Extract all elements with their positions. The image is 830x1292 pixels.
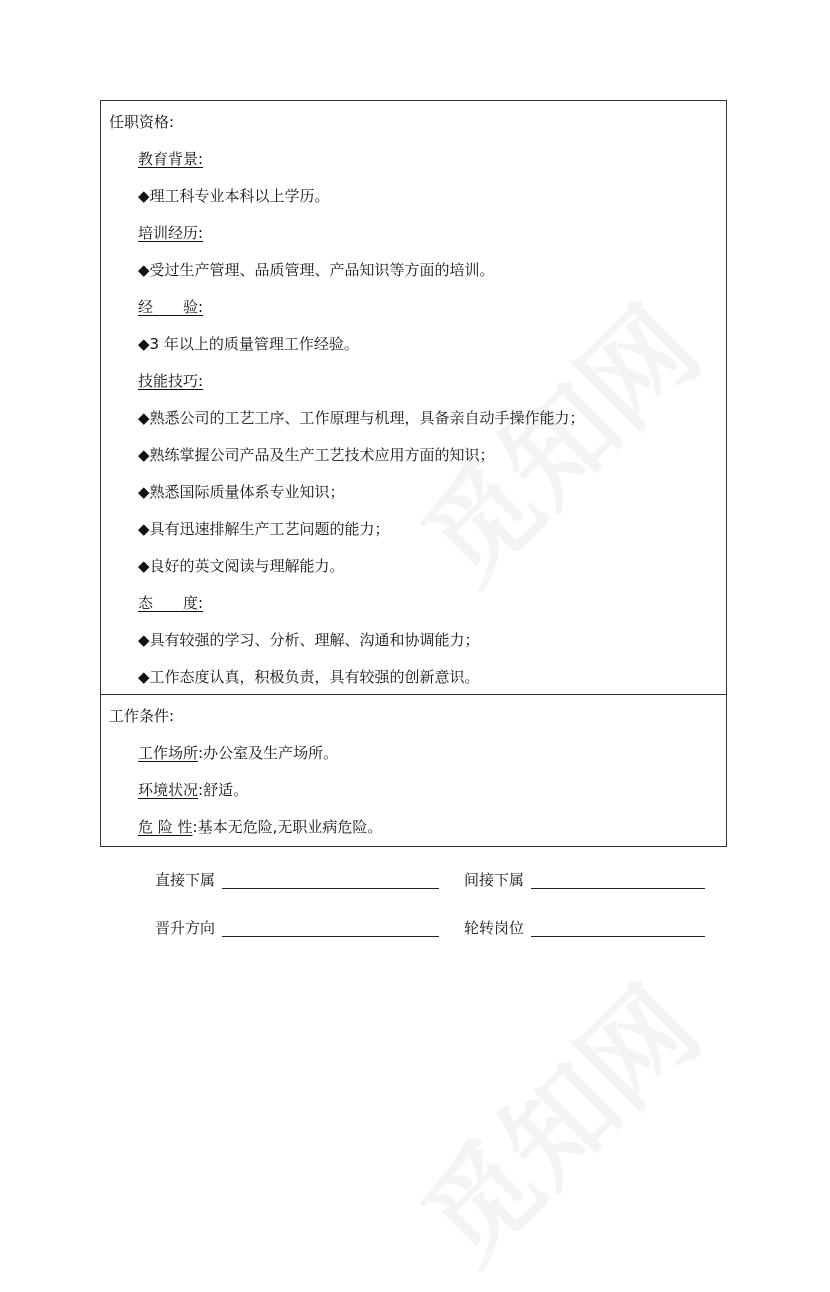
education-label: 教育背景: bbox=[138, 150, 204, 168]
attitude-item: ◆工作态度认真，积极负责，具有较强的创新意识。 bbox=[138, 668, 480, 686]
conditions-section bbox=[100, 694, 727, 847]
danger-label: 危 险 性 bbox=[138, 818, 193, 836]
direct-subordinate-field[interactable] bbox=[222, 888, 439, 889]
promotion-field[interactable] bbox=[222, 936, 439, 937]
experience-item: ◆3 年以上的质量管理工作经验。 bbox=[138, 335, 359, 353]
rotation-field[interactable] bbox=[531, 936, 705, 937]
place-row bbox=[138, 743, 338, 763]
attitude-item: ◆具有较强的学习、分析、理解、沟通和协调能力； bbox=[138, 631, 480, 649]
indirect-subordinate-label: 间接下属 bbox=[464, 871, 525, 889]
education-item: ◆理工科专业本科以上学历。 bbox=[138, 187, 330, 205]
training-label: 培训经历: bbox=[138, 224, 204, 242]
skills-label: 技能技巧: bbox=[138, 372, 204, 390]
indirect-subordinate-field[interactable] bbox=[531, 888, 705, 889]
skills-item: ◆具有迅速排解生产工艺问题的能力； bbox=[138, 520, 390, 538]
place-label: 工作场所 bbox=[138, 744, 199, 762]
place-value: :办公室及生产场所。 bbox=[198, 744, 339, 762]
qualification-title: 任职资格: bbox=[109, 113, 175, 131]
environment-value: :舒适。 bbox=[198, 781, 249, 799]
attitude-label: 态 度: bbox=[138, 594, 204, 612]
environment-label: 环境状况 bbox=[138, 781, 199, 799]
rotation-label: 轮转岗位 bbox=[464, 919, 525, 937]
skills-item: ◆熟悉国际质量体系专业知识； bbox=[138, 483, 345, 501]
qualification-section bbox=[100, 100, 727, 695]
promotion-label: 晋升方向 bbox=[155, 919, 216, 937]
conditions-title: 工作条件: bbox=[109, 707, 175, 725]
danger-row bbox=[138, 817, 382, 837]
skills-item: ◆熟练掌握公司产品及生产工艺技术应用方面的知识； bbox=[138, 446, 495, 464]
skills-item: ◆熟悉公司的工艺工序、工作原理与机理，具备亲自动手操作能力； bbox=[138, 409, 585, 427]
direct-subordinate-label: 直接下属 bbox=[155, 871, 216, 889]
watermark bbox=[382, 946, 727, 1291]
skills-item: ◆良好的英文阅读与理解能力。 bbox=[138, 557, 345, 575]
experience-label: 经 验: bbox=[138, 298, 204, 316]
danger-value: :基本无危险,无职业病危险。 bbox=[192, 818, 383, 836]
training-item: ◆受过生产管理、品质管理、产品知识等方面的培训。 bbox=[138, 261, 495, 279]
environment-row bbox=[138, 780, 248, 800]
